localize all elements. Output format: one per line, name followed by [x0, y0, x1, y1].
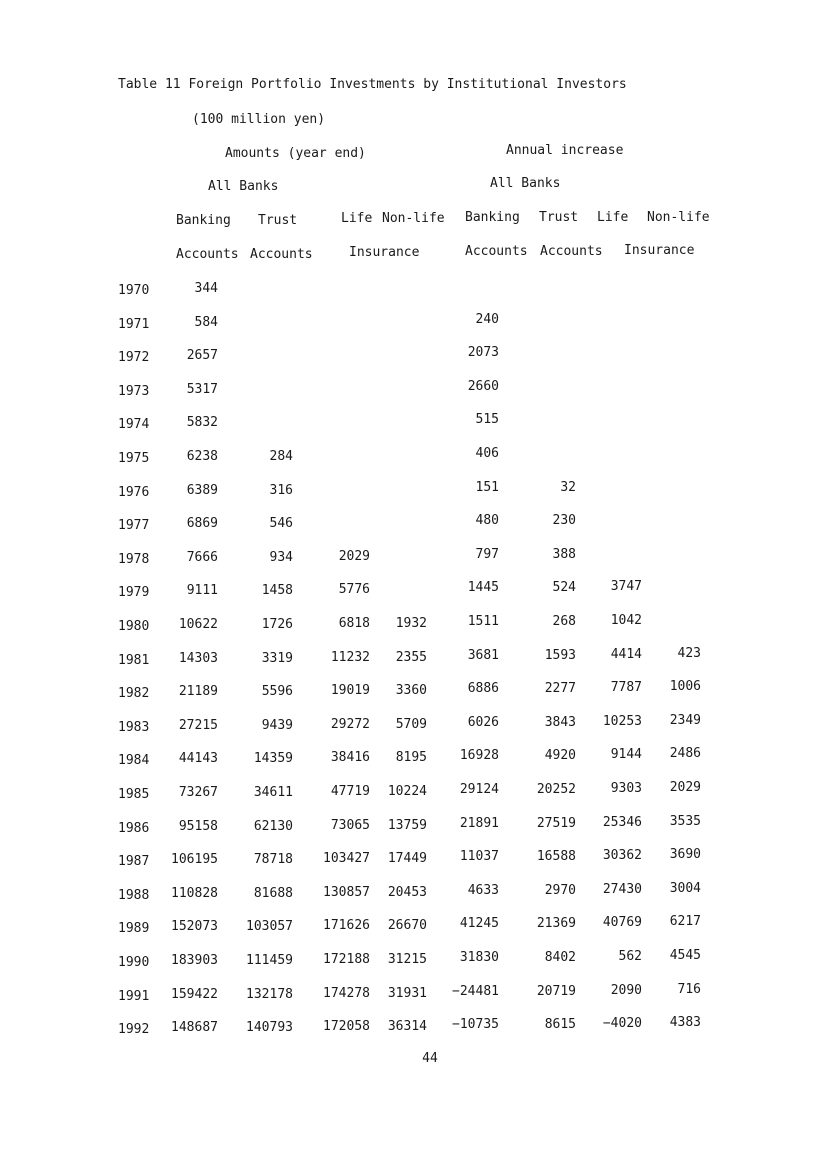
table-cell: 2029: [338, 548, 370, 564]
all-banks-left-header: All Banks: [208, 179, 279, 194]
table-cell: 3843: [544, 714, 576, 730]
table-cell: 16588: [536, 849, 576, 865]
table-cell: 1006: [669, 679, 701, 695]
year-label: 1985: [118, 787, 150, 802]
table-cell: 4545: [669, 948, 701, 963]
table-cell: 4633: [467, 882, 499, 898]
table-cell: 20719: [536, 983, 576, 999]
table-cell: 38416: [330, 750, 370, 766]
table-cell: 3681: [467, 647, 499, 663]
table-cell: 1593: [544, 647, 576, 663]
table-cell: 9144: [610, 747, 642, 763]
table-cell: 78718: [253, 852, 293, 868]
amounts-header: Amounts (year end): [225, 146, 366, 161]
page-number: 44: [422, 1051, 438, 1066]
table-cell: 2657: [186, 348, 218, 364]
table-cell: 20252: [536, 782, 576, 797]
col-header-accounts-3: Accounts: [465, 244, 528, 259]
table-cell: 27430: [602, 881, 642, 897]
all-banks-right-header: All Banks: [490, 176, 561, 191]
annual-increase-header: Annual increase: [506, 143, 624, 158]
table-cell: 21891: [459, 815, 499, 831]
table-cell: 27215: [178, 717, 218, 733]
table-cell: 13759: [387, 817, 427, 833]
table-cell: 44143: [178, 751, 218, 767]
col-header-non-life: Non-life: [382, 211, 445, 226]
year-label: 1978: [118, 551, 150, 567]
col-header-insurance-2: Insurance: [624, 243, 695, 258]
table-cell: 159422: [171, 986, 218, 1002]
table-cell: 29124: [459, 782, 499, 797]
year-label: 1989: [118, 921, 150, 937]
table-cell: 316: [269, 482, 293, 498]
col-header-trust: Trust: [258, 213, 298, 228]
table-cell: 4414: [610, 646, 642, 662]
table-cell: 73267: [178, 785, 218, 800]
year-label: 1992: [118, 1022, 150, 1038]
year-label: 1982: [118, 686, 150, 702]
table-title: Table 11 Foreign Portfolio Investments by Institutional Investors: [118, 77, 627, 92]
year-label: 1972: [118, 350, 150, 366]
table-cell: 4920: [544, 748, 576, 764]
table-cell: 562: [618, 949, 642, 964]
table-cell: 4383: [669, 1015, 701, 1031]
col-header-banking: Banking: [176, 213, 231, 228]
table-cell: 7666: [186, 549, 218, 565]
table-cell: 40769: [602, 915, 642, 931]
table-cell: 6389: [186, 482, 218, 498]
table-cell: 172058: [323, 1019, 370, 1035]
table-cell: 10253: [602, 713, 642, 729]
year-label: 1975: [118, 451, 150, 466]
col-header-accounts-4: Accounts: [540, 244, 603, 259]
year-label: 1974: [118, 417, 150, 433]
year-label: 1988: [118, 887, 150, 903]
table-cell: 3690: [669, 847, 701, 863]
table-cell: 584: [194, 314, 218, 330]
year-label: 1987: [118, 854, 150, 870]
table-cell: 6886: [467, 681, 499, 697]
table-cell: 25346: [602, 814, 642, 830]
col-header-banking-increase: Banking: [465, 210, 520, 225]
table-cell: 31931: [387, 985, 427, 1001]
table-cell: 111459: [246, 953, 293, 968]
year-label: 1980: [118, 619, 150, 634]
table-cell: 132178: [246, 986, 293, 1002]
table-cell: 9111: [186, 583, 218, 599]
col-header-life-increase: Life: [597, 210, 629, 225]
table-cell: 19019: [330, 683, 370, 699]
table-cell: 130857: [323, 884, 370, 900]
table-cell: 20453: [387, 884, 427, 900]
year-label: 1970: [118, 283, 150, 298]
col-header-insurance-1: Insurance: [349, 245, 420, 260]
table-cell: 27519: [536, 815, 576, 831]
table-cell: 2073: [467, 345, 499, 361]
table-cell: 2090: [610, 982, 642, 998]
year-label: 1986: [118, 820, 150, 836]
table-cell: 14303: [178, 650, 218, 666]
table-cell: 2355: [395, 649, 427, 665]
table-cell: 3535: [669, 813, 701, 829]
table-cell: 388: [552, 546, 576, 562]
table-cell: 2970: [544, 882, 576, 898]
col-header-trust-increase: Trust: [539, 210, 579, 225]
table-cell: 10224: [387, 784, 427, 799]
table-cell: 480: [475, 513, 499, 529]
table-cell: 524: [552, 580, 576, 596]
table-cell: 5776: [338, 582, 370, 598]
table-cell: 2277: [544, 681, 576, 697]
table-cell: 34611: [253, 785, 293, 800]
table-cell: 5317: [186, 381, 218, 397]
table-cell: 2029: [669, 780, 701, 795]
table-cell: 934: [269, 549, 293, 565]
table-cell: 30362: [602, 848, 642, 864]
table-cell: 3360: [395, 683, 427, 699]
table-cell: 103057: [246, 919, 293, 935]
table-cell: 406: [475, 446, 499, 461]
table-cell: 5709: [395, 716, 427, 732]
table-cell: 16928: [459, 748, 499, 764]
year-label: 1990: [118, 955, 150, 970]
table-cell: 81688: [253, 885, 293, 901]
table-cell: −10735: [452, 1017, 499, 1033]
table-cell: 183903: [171, 953, 218, 968]
table-cell: −24481: [452, 983, 499, 999]
table-cell: 3004: [669, 880, 701, 896]
table-cell: 8615: [544, 1017, 576, 1033]
table-cell: 32: [560, 479, 576, 495]
table-cell: 8402: [544, 950, 576, 965]
table-cell: 174278: [323, 985, 370, 1001]
table-cell: 29272: [330, 716, 370, 732]
table-cell: −4020: [602, 1016, 642, 1032]
col-header-accounts-2: Accounts: [250, 247, 313, 262]
table-cell: 5832: [186, 415, 218, 431]
table-cell: 110828: [171, 885, 218, 901]
year-label: 1984: [118, 753, 150, 769]
table-cell: 230: [552, 513, 576, 529]
col-header-accounts-1: Accounts: [176, 247, 239, 262]
year-label: 1991: [118, 988, 150, 1004]
table-cell: 11037: [459, 849, 499, 865]
table-cell: 106195: [171, 852, 218, 868]
table-cell: 1458: [261, 583, 293, 599]
table-cell: 268: [552, 614, 576, 629]
table-cell: 546: [269, 516, 293, 532]
year-label: 1979: [118, 585, 150, 601]
col-header-life: Life: [341, 211, 373, 226]
table-cell: 36314: [387, 1019, 427, 1035]
table-cell: 148687: [171, 1020, 218, 1036]
year-label: 1983: [118, 719, 150, 735]
table-cell: 140793: [246, 1020, 293, 1036]
table-cell: 21189: [178, 684, 218, 700]
table-cell: 151: [475, 479, 499, 495]
table-cell: 73065: [330, 817, 370, 833]
table-cell: 3747: [610, 579, 642, 595]
table-cell: 3319: [261, 650, 293, 666]
table-cell: 1726: [261, 617, 293, 632]
table-cell: 95158: [178, 818, 218, 834]
table-cell: 9303: [610, 781, 642, 796]
table-cell: 17449: [387, 851, 427, 867]
table-cell: 716: [677, 981, 701, 997]
year-label: 1971: [118, 316, 150, 332]
table-cell: 6818: [338, 616, 370, 631]
table-cell: 2349: [669, 712, 701, 728]
table-cell: 10622: [178, 617, 218, 632]
table-cell: 1445: [467, 580, 499, 596]
table-cell: 6869: [186, 516, 218, 532]
year-label: 1973: [118, 383, 150, 399]
table-cell: 2486: [669, 746, 701, 762]
table-cell: 26670: [387, 918, 427, 934]
table-cell: 41245: [459, 916, 499, 932]
table-cell: 5596: [261, 684, 293, 700]
table-cell: 21369: [536, 916, 576, 932]
year-label: 1981: [118, 652, 150, 668]
table-cell: 8195: [395, 750, 427, 766]
table-cell: 172188: [323, 952, 370, 967]
table-cell: 1511: [467, 614, 499, 629]
year-label: 1977: [118, 518, 150, 534]
table-cell: 14359: [253, 751, 293, 767]
table-cell: 31830: [459, 950, 499, 965]
table-cell: 6026: [467, 714, 499, 730]
table-cell: 284: [269, 449, 293, 464]
table-cell: 6238: [186, 449, 218, 464]
table-cell: 31215: [387, 952, 427, 967]
table-cell: 103427: [323, 851, 370, 867]
table-cell: 152073: [171, 919, 218, 935]
table-cell: 6217: [669, 914, 701, 930]
table-cell: 62130: [253, 818, 293, 834]
year-label: 1976: [118, 484, 150, 500]
table-cell: 9439: [261, 717, 293, 733]
table-cell: 344: [194, 281, 218, 296]
table-cell: 240: [475, 311, 499, 327]
table-cell: 47719: [330, 784, 370, 799]
table-cell: 515: [475, 412, 499, 428]
col-header-non-life-increase: Non-life: [647, 210, 710, 225]
table-cell: 7787: [610, 680, 642, 696]
table-cell: 1932: [395, 616, 427, 631]
unit-label: (100 million yen): [192, 112, 326, 127]
table-cell: 797: [475, 546, 499, 562]
table-cell: 423: [677, 645, 701, 661]
table-cell: 11232: [330, 649, 370, 665]
table-cell: 2660: [467, 378, 499, 394]
table-cell: 1042: [610, 613, 642, 628]
table-cell: 171626: [323, 918, 370, 934]
